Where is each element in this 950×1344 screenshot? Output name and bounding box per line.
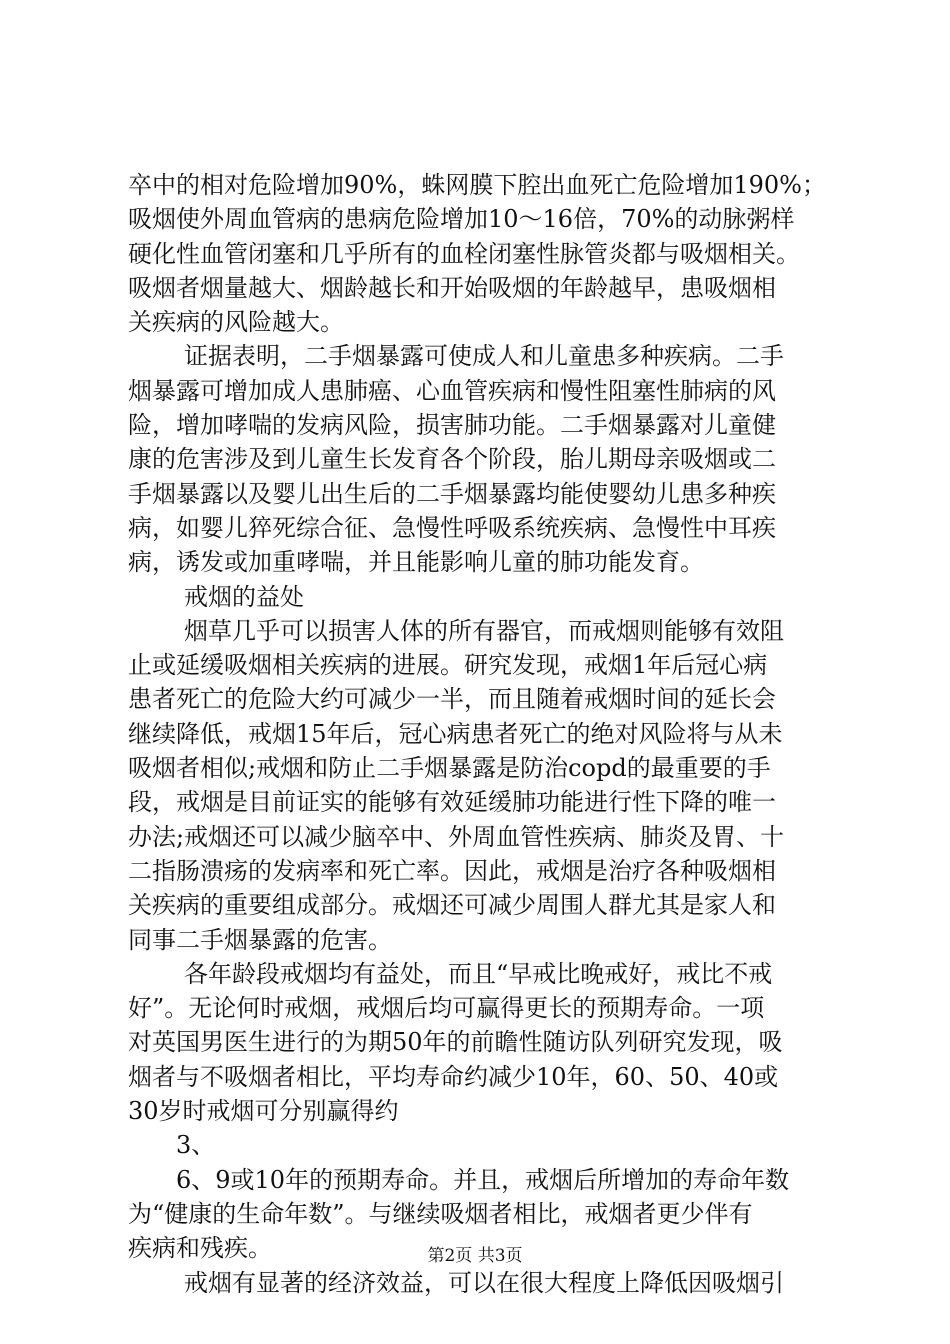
text-line: 关疾病的重要组成部分。戒烟还可减少周围人群尤其是家人和 — [128, 891, 776, 920]
paragraph-first-line: 各年龄段戒烟均有益处，而且“早戒比晚戒好，戒比不戒 — [184, 959, 773, 988]
text-line: 卒中的相对危险增加90%，蛛网膜下腔出血死亡危险增加190%； — [128, 171, 826, 199]
list-number: 3、 — [176, 1131, 216, 1160]
text-line: 办法;戒烟还可以减少脑卒中、外周血管性疾病、肺炎及胃、十 — [128, 822, 785, 851]
section-heading: 戒烟的益处 — [184, 582, 304, 611]
text-line: 手烟暴露以及婴儿出生后的二手烟暴露均能使婴幼儿患多种疾 — [128, 479, 776, 508]
text-line: 疾病和残疾。 — [128, 1234, 272, 1263]
text-line: 病，如婴儿猝死综合征、急慢性呼吸系统疾病、急慢性中耳疾 — [128, 513, 776, 542]
text-line: 硬化性血管闭塞和几乎所有的血栓闭塞性脉管炎都与吸烟相关。 — [128, 239, 800, 268]
page-number-footer: 第2页 共3页 — [427, 1246, 523, 1266]
text-line: 烟暴露可增加成人患肺癌、心血管疾病和慢性阻塞性肺病的风 — [128, 376, 776, 405]
document-body — [128, 168, 840, 1300]
text-line: 二指肠溃疡的发病率和死亡率。因此，戒烟是治疗各种吸烟相 — [128, 856, 776, 885]
text-line: 段，戒烟是目前证实的能够有效延缓肺功能进行性下降的唯一 — [128, 788, 776, 817]
text-line: 30岁时戒烟可分别赢得约 — [128, 1097, 399, 1126]
paragraph-first-line: 6、9或10年的预期寿命。并且，戒烟后所增加的寿命年数 — [176, 1165, 790, 1194]
text-line: 烟者与不吸烟者相比，平均寿命约减少10年，60、50、40或 — [128, 1062, 779, 1091]
text-line: 同事二手烟暴露的危害。 — [128, 925, 392, 954]
text-line: 吸烟者相似;戒烟和防止二手烟暴露是防治copd的最重要的手 — [128, 754, 771, 783]
text-line: 为“健康的生命年数”。与继续吸烟者相比，戒烟者更少伴有 — [128, 1199, 753, 1228]
text-line: 好”。无论何时戒烟，戒烟后均可赢得更长的预期寿命。一项 — [128, 994, 765, 1023]
text-line: 继续降低，戒烟15年后，冠心病患者死亡的绝对风险将与从未 — [128, 719, 783, 748]
text-line: 病，诱发或加重哮喘，并且能影响儿童的肺功能发育。 — [128, 548, 704, 577]
text-line: 险，增加哮喘的发病风险，损害肺功能。二手烟暴露对儿童健 — [128, 411, 776, 440]
paragraph-first-line: 烟草几乎可以损害人体的所有器官，而戒烟则能够有效阻 — [184, 616, 784, 645]
text-line: 吸烟者烟量越大、烟龄越长和开始吸烟的年龄越早，患吸烟相 — [128, 273, 776, 302]
text-line: 对英国男医生进行的为期50年的前瞻性随访队列研究发现，吸 — [128, 1028, 783, 1057]
paragraph-first-line: 证据表明，二手烟暴露可使成人和儿童患多种疾病。二手 — [184, 342, 784, 371]
text-line: 止或延缓吸烟相关疾病的进展。研究发现，戒烟1年后冠心病 — [128, 651, 768, 680]
text-line: 康的危害涉及到儿童生长发育各个阶段，胎儿期母亲吸烟或二 — [128, 445, 776, 474]
paragraph-first-line: 戒烟有显著的经济效益，可以在很大程度上降低因吸烟引 — [184, 1268, 784, 1297]
text-line: 患者死亡的危险大约可减少一半，而且随着戒烟时间的延长会 — [128, 685, 776, 714]
text-line: 关疾病的风险越大。 — [128, 308, 344, 337]
text-line: 吸烟使外周血管病的患病危险增加10～16倍，70%的动脉粥样 — [128, 205, 795, 234]
